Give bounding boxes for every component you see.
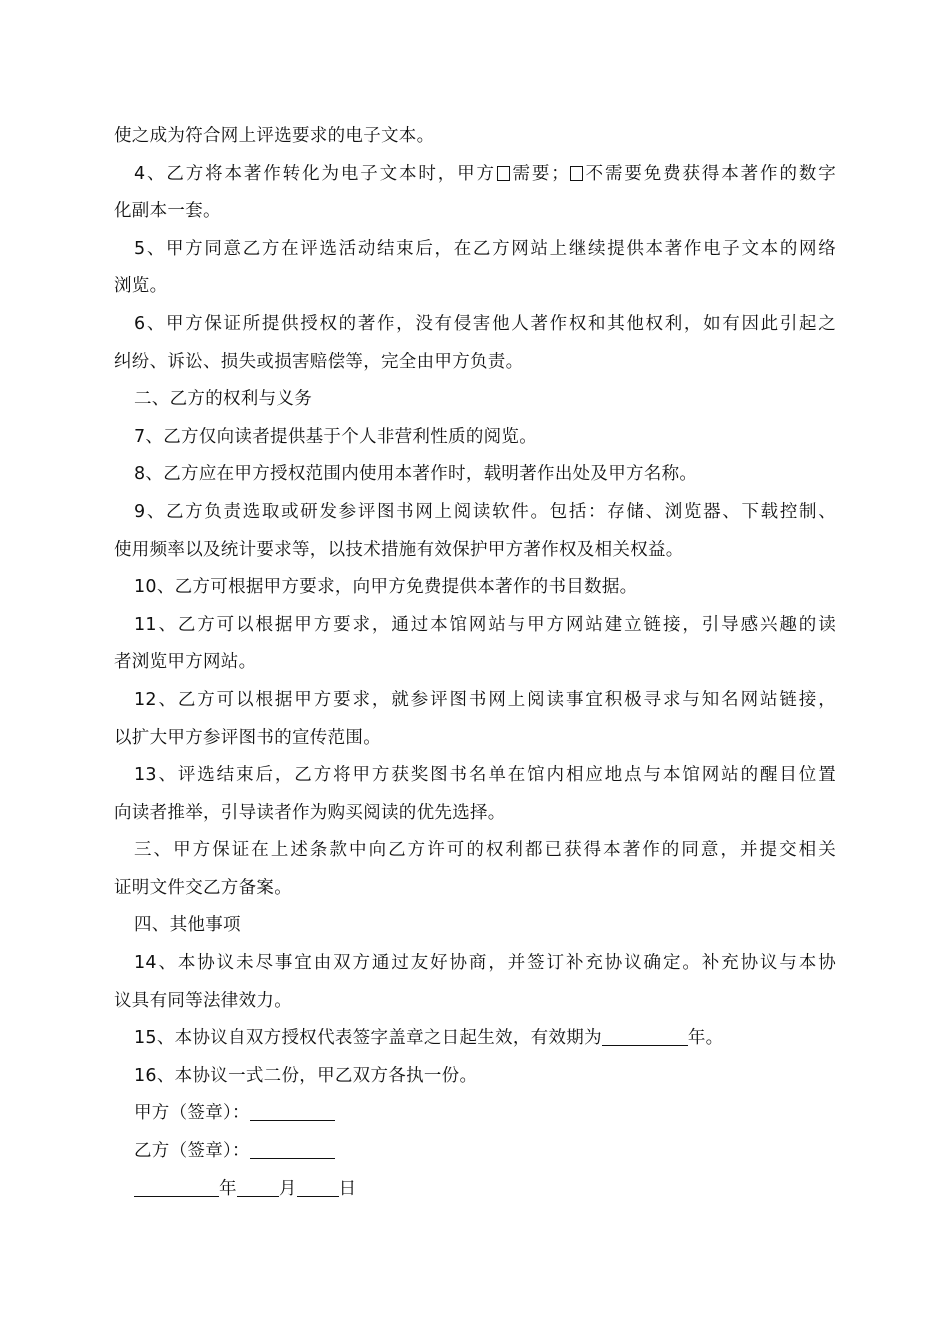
day-label: 日 [338,1178,357,1199]
section-2-heading: 二、乙方的权利与义务 [134,389,312,410]
clause-4-text-a: 4、乙方将本著作转化为电子文本时，甲方 [134,163,496,184]
clause-15-text: 15、本协议自双方授权代表签字盖章之日起生效，有效期为 [134,1028,602,1049]
clause-12-line-2: 以扩大甲方参评图书的宣传范围。 [114,727,381,748]
party-a-label: 甲方（签章）： [134,1103,250,1124]
party-b-signature-blank[interactable] [250,1142,335,1159]
clause-9-line-1: 9、乙方负责选取或研发参评图书网上阅读软件。包括：存储、浏览器、下载控制、 [134,501,836,522]
clause-9-line-2: 使用频率以及统计要求等，以技术措施有效保护甲方著作权及相关权益。 [114,539,684,560]
year-blank[interactable] [134,1180,219,1197]
validity-years-blank[interactable] [602,1029,688,1046]
clause-11-line-1: 11、乙方可以根据甲方要求，通过本馆网站与甲方网站建立链接，引导感兴趣的读 [134,614,836,635]
clause-7: 7、乙方仅向读者提供基于个人非营利性质的阅览。 [134,426,538,447]
clause-10: 10、乙方可根据甲方要求，向甲方免费提供本著作的书目数据。 [134,577,638,598]
clause-4-text-c: 不需要免费获得本著作的数字 [584,163,837,184]
clause-13-line-1: 13、评选结束后，乙方将甲方获奖图书名单在馆内相应地点与本馆网站的醒目位置 [134,765,836,786]
clause-5-line-2: 浏览。 [114,276,168,297]
clause-14-line-2: 议具有同等法律效力。 [114,990,292,1011]
party-a-signature-blank[interactable] [250,1104,335,1121]
month-blank[interactable] [237,1180,279,1197]
section-3-line-1: 三、甲方保证在上述条款中向乙方许可的权利都已获得本著作的同意，并提交相关 [134,840,836,861]
clause-6-line-1: 6、甲方保证所提供授权的著作，没有侵害他人著作权和其他权利，如有因此引起之 [134,313,836,334]
section-3-line-2: 证明文件交乙方备案。 [114,877,292,898]
section-4-heading: 四、其他事项 [134,915,241,936]
checkbox-no-need[interactable] [570,166,583,181]
year-label: 年 [219,1178,237,1199]
party-a-signature [114,1095,836,1133]
agreement-body [114,118,836,1208]
clause-5-line-1: 5、甲方同意乙方在评选活动结束后，在乙方网站上继续提供本著作电子文本的网络 [134,238,836,259]
clause-16: 16、本协议一式二份，甲乙双方各执一份。 [134,1065,478,1086]
party-b-label: 乙方（签章）： [134,1141,250,1162]
paragraph-line: 使之成为符合网上评选要求的电子文本。 [114,126,435,146]
clause-14-line-1: 14、本协议未尽事宜由双方通过友好协商，并签订补充协议确定。补充协议与本协 [134,953,836,974]
clause-8: 8、乙方应在甲方授权范围内使用本著作时，载明著作出处及甲方名称。 [134,464,698,485]
checkbox-need[interactable] [497,166,510,181]
clause-4-line-1 [114,156,836,194]
month-label: 月 [278,1178,297,1199]
clause-15-unit: 年。 [687,1028,724,1049]
clause-13-line-2: 向读者推举，引导读者作为购买阅读的优先选择。 [114,802,506,823]
clause-12-line-1: 12、乙方可以根据甲方要求，就参评图书网上阅读事宜积极寻求与知名网站链接， [134,689,836,710]
day-blank[interactable] [297,1180,339,1197]
clause-4-text-b: 需要； [510,163,570,184]
clause-11-line-2: 者浏览甲方网站。 [114,652,257,673]
clause-4-line-2: 化副本一套。 [114,201,221,222]
date-line [114,1171,836,1209]
clause-15 [114,1020,836,1058]
party-b-signature [114,1133,836,1171]
clause-6-line-2: 纠纷、诉讼、损失或损害赔偿等，完全由甲方负责。 [114,351,524,372]
